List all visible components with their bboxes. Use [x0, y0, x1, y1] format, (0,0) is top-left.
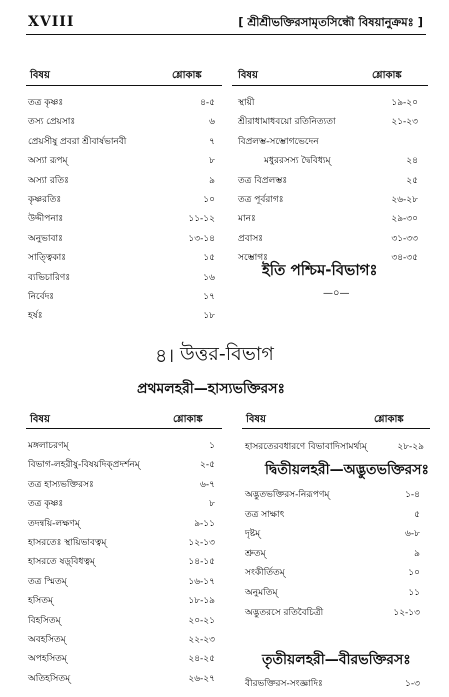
page-number-roman: XVIII [28, 14, 75, 30]
list-item-subject: মানঃ [238, 214, 256, 225]
list-item-verse: ১৮ [203, 311, 215, 322]
list-item-verse: ১০ [203, 195, 215, 205]
list-item-subject: প্রবাসঃ [238, 233, 264, 244]
list-item-subject: হাসরতে ষড়্‌বিধত্বম্ [28, 557, 95, 568]
col-verse-header: শ্লোকাঙ্ক [172, 70, 202, 81]
list-item-subject: দৃষ্টম্ [245, 529, 261, 540]
list-item-verse: ১১-১২ [188, 214, 215, 225]
list-item-verse: ২৪ [406, 156, 418, 167]
subsection-title-2: দ্বিতীয়লহরী—অদ্ভুতভক্তিরসঃ [265, 462, 429, 478]
list-item-verse: ৫ [414, 509, 420, 520]
list-item-verse: ১২-১৩ [393, 607, 420, 618]
subsection-title-3: তৃতীয়লহরী—বীরভক্তিরসঃ [262, 652, 411, 668]
list-item-verse: ২১-২৩ [391, 117, 418, 128]
list-item-subject: প্রেয়সীষু প্রবরা শ্রীবার্ষভানবী [28, 136, 127, 147]
list-item-subject: অপহসিতম্ [28, 654, 67, 665]
list-item-subject: তত্র স্মিতম্ [28, 576, 67, 587]
list-item-verse: ২৬-২৮ [391, 195, 418, 205]
table-header-rule [26, 85, 222, 86]
list-item-verse: ১২-১৩ [188, 538, 215, 548]
list-item-verse: ১৬ [203, 272, 215, 283]
list-item-subject: তত্র বিপ্রলম্ভঃ [238, 175, 288, 186]
list-item-subject: তত্র সাক্ষাৎ [245, 509, 285, 520]
list-item-verse: ২৯-৩০ [391, 214, 418, 225]
list-item-verse: ২৫ [406, 175, 418, 186]
col-subject-header: বিষয় [238, 70, 258, 81]
list-item-subject: অস্যা রূপম্ [28, 156, 68, 167]
list-item-subject: মধুররসস্য দ্বৈবিধ্যম্ [264, 156, 331, 167]
list-item-verse: ৩১-৩৩ [391, 233, 418, 244]
list-item-subject: বীরভক্তিরস-সংজ্ঞাদিঃ [245, 679, 323, 689]
list-item-verse: ১৪-১৫ [188, 557, 215, 568]
col-verse-header: শ্লোকাঙ্ক [372, 70, 402, 81]
list-item-verse: ১ [209, 441, 215, 451]
list-item-subject: হর্ষঃ [28, 311, 43, 322]
section-end-title: ইতি পশ্চিম-বিভাগঃ [262, 261, 378, 279]
list-item-subject: অনুমতিম্ [245, 588, 278, 598]
list-item-subject: কৃষ্ণরতিঃ [28, 195, 62, 205]
list-item-subject: অবহসিতম্ [28, 635, 66, 645]
list-item-subject: সম্ভোগঃ [238, 253, 268, 264]
list-item-verse: ৯-১১ [194, 518, 215, 529]
col-subject-header: বিষয় [30, 414, 50, 425]
list-item-verse: ১০ [408, 568, 420, 579]
list-item-subject: বিহসিতম্ [28, 615, 61, 626]
list-item-subject: সংকীর্তিতম্ [245, 568, 285, 579]
col-verse-header: শ্লোকাঙ্ক [374, 414, 404, 425]
table-header-rule [232, 85, 428, 86]
table-header-rule [242, 428, 430, 429]
list-item-subject: তত্র হাস্যভক্তিরসঃ [28, 479, 94, 490]
list-item-verse: ১৬-১৭ [188, 576, 215, 587]
list-item-subject: হাসরতেঃ স্থায়িভাবত্বম্ [28, 538, 107, 548]
list-item-subject: অতিহসিতম্ [28, 673, 71, 684]
list-item-subject: হাসরতেরবধারণে বিভাবাদিসামর্থ্যম্ [245, 442, 367, 452]
list-item-subject: সাত্ত্বিকাঃ [28, 253, 66, 264]
list-item-subject: মঙ্গলাচরণম্ [28, 441, 69, 451]
list-item-subject: স্থায়ী [238, 98, 255, 108]
subsection-title: প্রথমলহরী—হাস্যভক্তিরসঃ [137, 381, 285, 397]
list-item-verse: ৯ [209, 175, 215, 186]
list-item-subject: ব্যভিচারিণঃ [28, 272, 71, 283]
col-subject-header: বিষয় [30, 70, 50, 81]
list-item-verse: ২২-২৩ [188, 635, 215, 645]
list-item-subject: তদন্বয়ি-লক্ষণম্ [28, 518, 80, 529]
list-item-subject: উদ্দীপনাঃ [28, 214, 64, 225]
section-title: উত্তর-বিভাগ [180, 343, 274, 365]
section-end-mark: —০— [323, 288, 350, 299]
list-item-subject: অদ্ভুতরসে রতিবৈচিত্রী [245, 607, 324, 618]
list-item-subject: হসিতম্ [28, 596, 53, 607]
list-item-subject: অনুভাবাঃ [28, 233, 63, 244]
list-item-verse: ৮ [209, 156, 215, 167]
list-item-verse: ২৪-২৫ [188, 654, 215, 665]
list-item-subject: তত্র পূর্বরাগঃ [238, 195, 284, 205]
table-header-rule [26, 428, 222, 429]
list-item-verse: ৬-৮ [405, 529, 420, 540]
list-item-verse: ১৭ [203, 292, 215, 302]
list-item-subject: নির্বেদঃ [28, 292, 55, 302]
list-item-verse: ৪-৫ [200, 98, 215, 108]
header-rule [26, 34, 426, 35]
list-item-subject: তত্র কৃষ্ণঃ [28, 98, 64, 108]
list-item-verse: ১৫ [203, 253, 215, 264]
list-item-subject: শ্রীরাধামাধবয়ো রতিনিত্যতা [238, 117, 336, 128]
list-item-verse: ২-৫ [200, 460, 215, 471]
list-item-subject: শ্রুতম্ [245, 548, 266, 559]
list-item-verse: ১৯-২০ [391, 98, 418, 108]
page-header-title: [ শ্রীশ্রীভক্তিরসামৃতসিন্ধৌ বিষয়ানুক্রমঃ ] [238, 15, 423, 29]
list-item-verse: ৩৪-৩৫ [391, 253, 418, 264]
list-item-verse: ১-৩ [405, 679, 420, 689]
list-item-subject: অস্যা রতিঃ [28, 175, 69, 186]
list-item-verse: ৮ [209, 499, 215, 510]
list-item-subject: তস্য প্রেয়সাঃ [28, 117, 76, 128]
list-item-subject: বিপ্রলম্ভ-সম্ভোগভেদেন [238, 136, 319, 147]
col-verse-header: শ্লোকাঙ্ক [173, 414, 203, 425]
col-subject-header: বিষয় [246, 414, 266, 425]
list-item-subject: তত্র কৃষ্ণঃ [28, 499, 64, 510]
list-item-verse: ৬ [209, 117, 215, 128]
list-item-verse: ১৩-১৪ [188, 233, 215, 244]
list-item-subject: বিভাগ-লহরীষু-বিষয়দিক্‌প্রদর্শনম্ [28, 460, 140, 471]
section-number: ৪। [155, 345, 175, 367]
list-item-verse: ৯ [414, 548, 420, 559]
list-item-verse: ২৬-২৭ [188, 673, 215, 684]
list-item-subject: অদ্ভুতভক্তিরস-নিরূপণম্ [245, 490, 330, 500]
list-item-verse: ২০-২১ [188, 615, 215, 626]
list-item-verse: ৭ [209, 136, 215, 147]
list-item-verse: ১-৪ [405, 490, 420, 500]
list-item-verse: ১৮-১৯ [188, 596, 215, 607]
list-item-verse: ৬-৭ [200, 479, 215, 490]
list-item-verse: ২৮-২৯ [397, 442, 424, 452]
list-item-verse: ১১ [408, 588, 420, 598]
